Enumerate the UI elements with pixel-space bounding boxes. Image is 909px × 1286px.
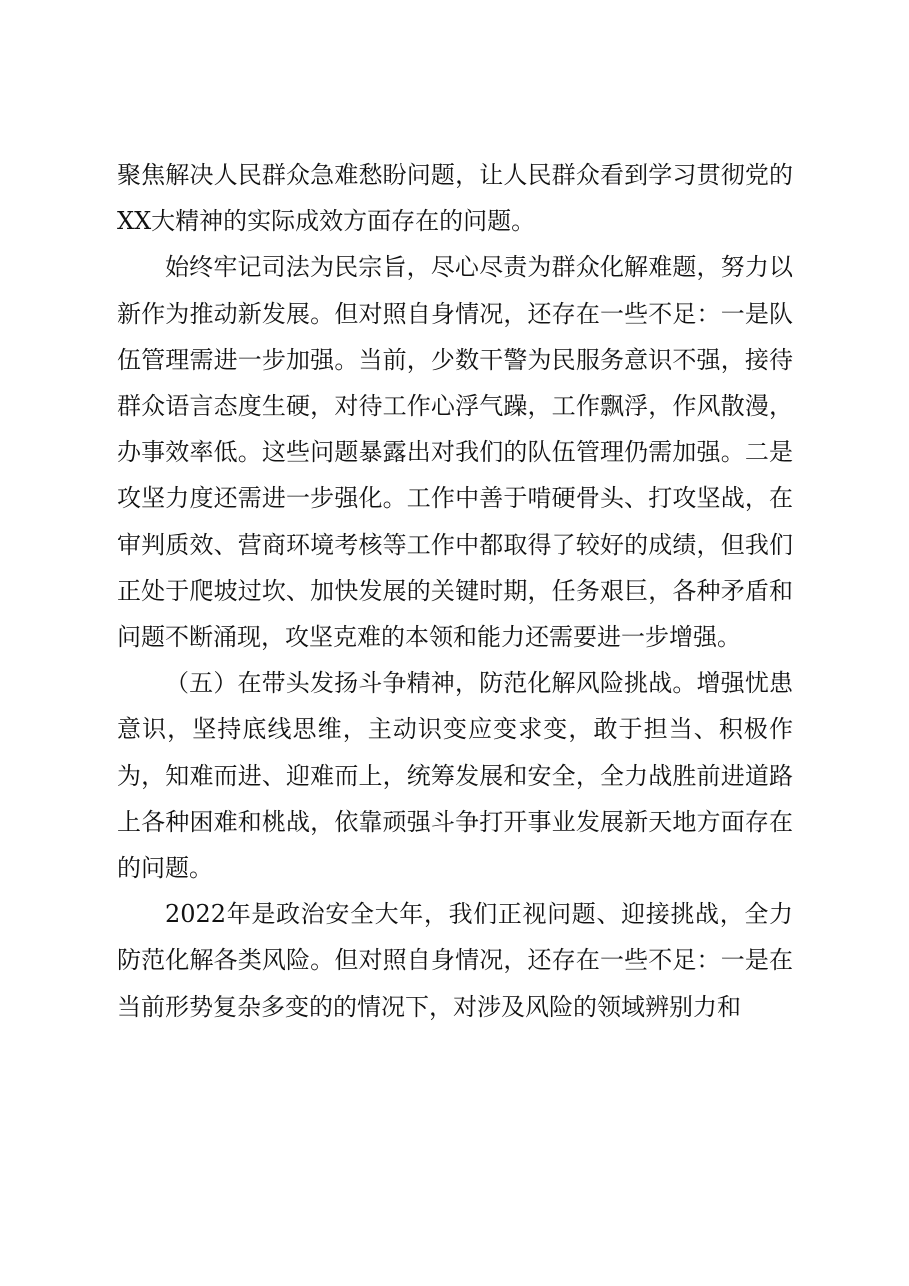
paragraph-3: （五）在带头发扬斗争精神，防范化解风险挑战。增强忧患意识，坚持底线思维，主动识变应变求变，敢于担当、积极作为，知难而进、迎难而上，统筹发展和安全，全力战胜前进道路上各种困难和桃战，依靠顽强斗争打开事业发展新天地方面存在的问题。	[117, 669, 793, 883]
document-body	[117, 152, 793, 1030]
paragraph-2: 始终牢记司法为民宗旨，尽心尽责为群众化解难题，努力以新作为推动新发展。但对照自身情况，还存在一些不足：一是队伍管理需进一步加强。当前，少数干警为民服务意识不强，接待群众语言态度生硬，对待工作心浮气躁，工作飘浮，作风散漫，办事效率低。这些问题暴露出对我们的队伍管理仍需加强。二是攻坚力度还需进一步强化。工作中善于啃硬骨头、打攻坚战，在审判质效、营商环境考核等工作中都取得了较好的成绩，但我们正处于爬坡过坎、加快发展的关键时期，任务艰巨，各种矛盾和问题不断涌现，攻坚克难的本领和能力还需要进一步增强。	[117, 253, 793, 652]
paragraph-4: 2022年是政治安全大年，我们正视问题、迎接挑战，全力防范化解各类风险。但对照自身情况，还存在一些不足：一是在当前形势复杂多变的的情况下，对涉及风险的领域辨别力和	[117, 900, 793, 1021]
paragraph-1: 聚焦解决人民群众急难愁盼问题，让人民群众看到学习贯彻党的XX大精神的实际成效方面存在的问题。	[117, 161, 793, 236]
